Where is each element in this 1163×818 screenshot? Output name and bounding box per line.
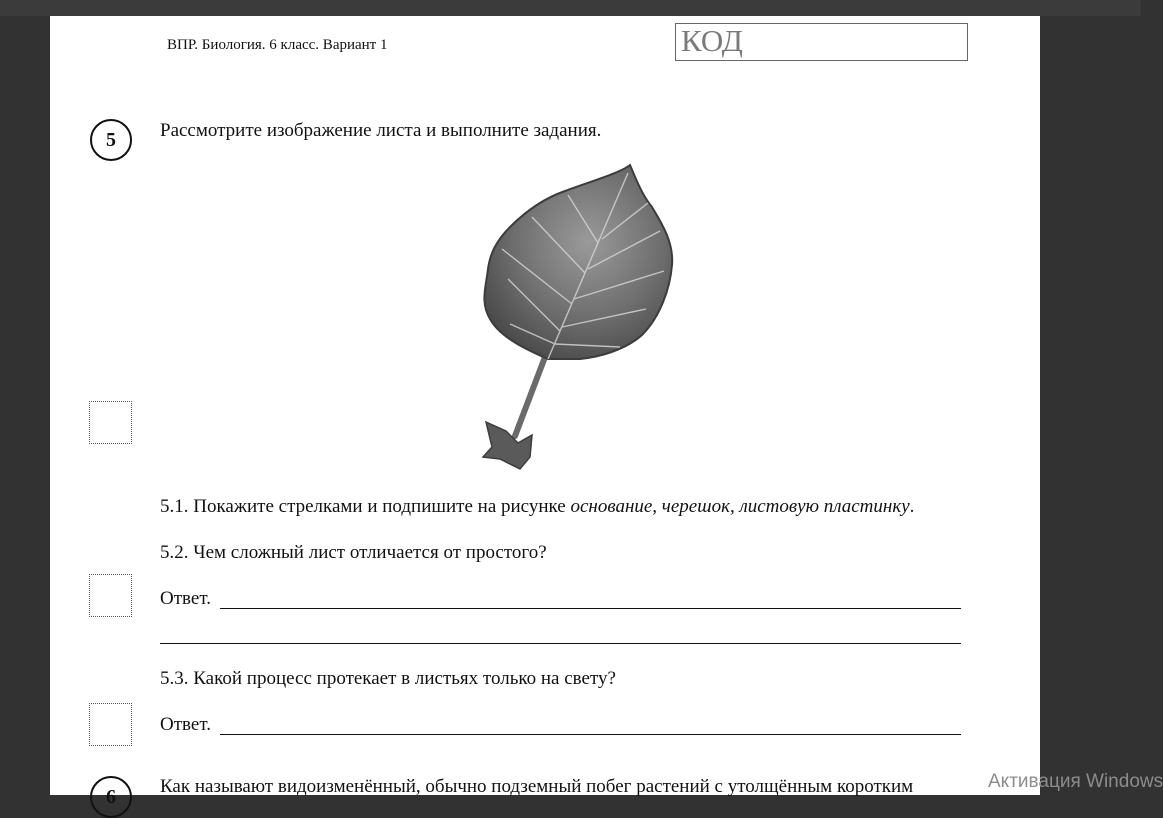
score-box-5-2[interactable] — [89, 574, 132, 617]
document-page — [50, 16, 1040, 808]
leaf-image — [420, 159, 690, 484]
score-box-5-3[interactable] — [89, 703, 132, 746]
code-field — [675, 23, 968, 61]
task-6-text: Как называют видоизменённый, обычно подземный побег растений с утолщённым коротким — [160, 776, 914, 797]
question-5-1-end: . — [909, 496, 915, 517]
score-box-5-1[interactable] — [89, 401, 132, 444]
question-5-1-text: 5.1. Покажите стрелками и подпишите на рисунке — [160, 496, 571, 517]
task-number-5: 5 — [90, 119, 132, 161]
question-5-2: 5.2. Чем сложный лист отличается от простого? — [160, 542, 547, 563]
leaf-illustration — [420, 159, 690, 484]
question-5-1-terms: основание, черешок, листовую пластинку — [570, 496, 910, 517]
task-5-intro: Рассмотрите изображение листа и выполните задания. — [160, 120, 602, 141]
page-header-title: ВПР. Биология. 6 класс. Вариант 1 — [167, 37, 388, 53]
answer-line-5-2-b[interactable] — [160, 643, 961, 644]
answer-line-5-2-a[interactable] — [220, 608, 961, 609]
code-label: КОД — [681, 23, 743, 58]
answer-line-5-3[interactable] — [220, 734, 961, 735]
viewer-toolbar — [0, 0, 1141, 16]
answer-label-5-2: Ответ. — [160, 588, 211, 609]
question-5-1 — [160, 496, 914, 518]
question-5-3: 5.3. Какой процесс протекает в листьях только на свету? — [160, 668, 616, 689]
windows-activation-watermark: Активация Windows — [988, 771, 1163, 792]
task-number-6: 6 — [90, 776, 132, 818]
answer-label-5-3: Ответ. — [160, 714, 211, 735]
